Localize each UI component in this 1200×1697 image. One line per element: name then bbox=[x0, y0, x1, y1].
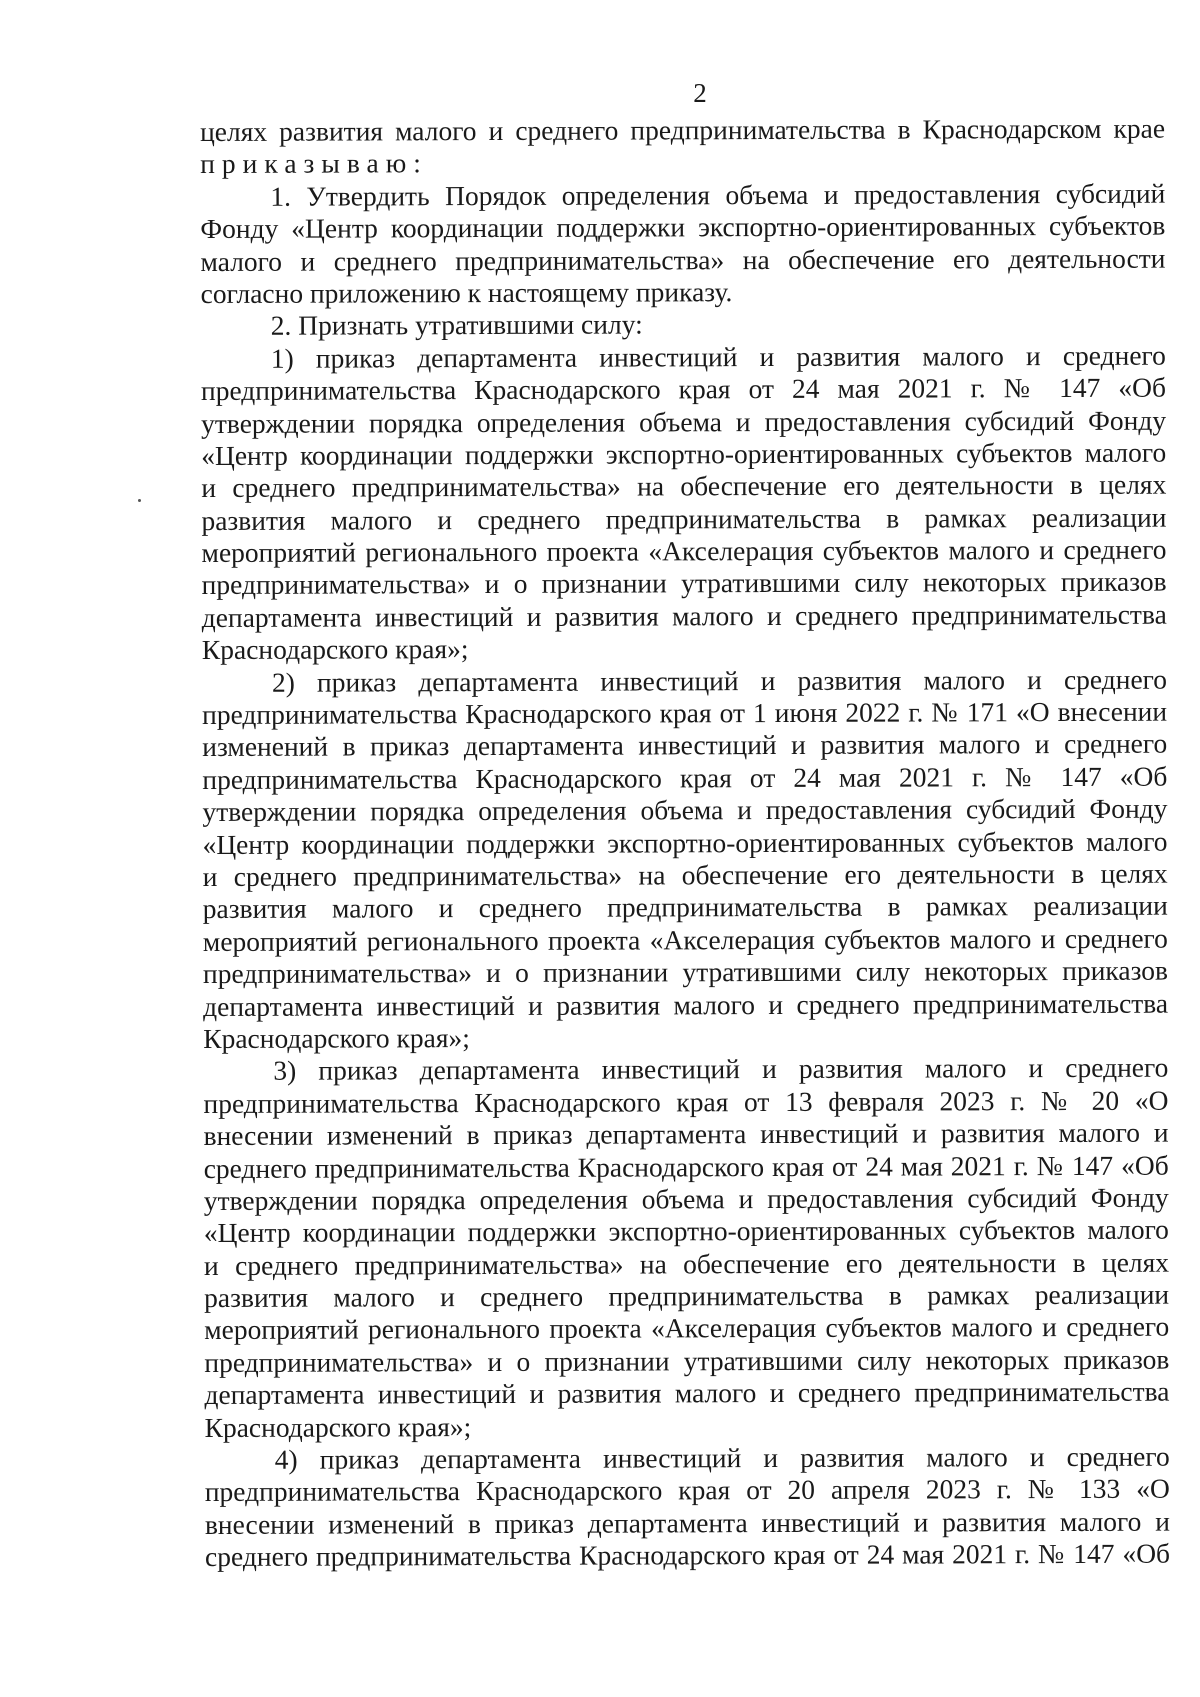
text-line: и среднего предпринимательства» на обеспечение его деятельности в целях bbox=[203, 1246, 1170, 1281]
text-line: мероприятий регионального проекта «Акселерация субъектов малого и среднего bbox=[202, 922, 1168, 957]
text-line: 1. Утвердить Порядок определения объема и предоставления субсидий bbox=[270, 177, 1166, 212]
page-number: 2 bbox=[693, 78, 707, 108]
text-line: внесении изменений в приказ департамента инвестиций и развития малого и bbox=[203, 1116, 1169, 1152]
text-line: 2. Признать утратившими силу: bbox=[270, 308, 643, 342]
text-line: развития малого и среднего предпринимательства в рамках реализации bbox=[204, 1278, 1170, 1314]
text-line: развития малого и среднего предпринимательства в рамках реализации bbox=[202, 890, 1168, 925]
text-line: департамента инвестиций и развития малого и среднего предпринимательства bbox=[203, 987, 1169, 1022]
text-line: департамента инвестиций и развития малого и среднего предпринимательства bbox=[204, 1375, 1170, 1411]
text-line: Краснодарского края»; bbox=[201, 633, 469, 666]
text-line: и среднего предпринимательства» на обеспечение его деятельности в целях bbox=[202, 857, 1168, 892]
text-line: 3) приказ департамента инвестиций и развития малого и среднего bbox=[273, 1051, 1169, 1087]
text-line: утверждении порядка определения объема и предоставления субсидий Фонду bbox=[203, 1181, 1169, 1216]
text-line: предпринимательства Краснодарского края от 24 мая 2021 г. № 147 «Об bbox=[200, 371, 1167, 407]
document-body bbox=[200, 113, 1170, 1574]
text-line: «Центр координации поддержки экспортно-ориентированных субъектов малого bbox=[203, 1213, 1169, 1249]
text-line: предпринимательства» и о признании утратившими силу некоторых приказов bbox=[204, 1343, 1170, 1378]
text-line: 2) приказ департамента инвестиций и развития малого и среднего bbox=[271, 663, 1168, 698]
text-line: целях развития малого и среднего предпринимательства в Краснодарском крае bbox=[200, 112, 1166, 147]
text-line: предпринимательства Краснодарского края от 13 февраля 2023 г. № 20 «О bbox=[203, 1084, 1169, 1119]
text-line: «Центр координации поддержки экспортно-ориентированных субъектов малого bbox=[202, 825, 1168, 860]
text-line: развития малого и среднего предпринимательства в рамках реализации bbox=[201, 501, 1167, 536]
text-line: изменений в приказ департамента инвестиций и развития малого и среднего bbox=[202, 728, 1168, 763]
text-line: мероприятий регионального проекта «Акселерация субъектов малого и среднего bbox=[201, 533, 1167, 569]
text-line: и среднего предпринимательства» на обеспечение его деятельности в целях bbox=[201, 468, 1167, 504]
text-line: предпринимательства» и о признании утратившими силу некоторых приказов bbox=[201, 566, 1167, 601]
text-line: Фонду «Центр координации поддержки экспортно-ориентированных субъектов bbox=[200, 209, 1166, 245]
text-line: малого и среднего предпринимательства» на обеспечение его деятельности bbox=[200, 242, 1166, 277]
text-line: 4) приказ департамента инвестиций и развития малого и среднего bbox=[274, 1440, 1170, 1475]
scan-speck bbox=[138, 499, 141, 502]
text-line: «Центр координации поддержки экспортно-ориентированных субъектов малого bbox=[201, 436, 1167, 471]
text-line: среднего предпринимательства Краснодарского края от 24 мая 2021 г. № 147 «Об bbox=[204, 1537, 1171, 1573]
text-line: предпринимательства Краснодарского края от 1 июня 2022 г. № 171 «О внесении bbox=[202, 695, 1168, 731]
text-line: предпринимательства Краснодарского края от 24 мая 2021 г. № 147 «Об bbox=[202, 760, 1168, 795]
text-line: 1) приказ департамента инвестиций и развития малого и среднего bbox=[270, 339, 1166, 374]
text-line: предпринимательства» и о признании утратившими силу некоторых приказов bbox=[202, 954, 1169, 990]
text-line: среднего предпринимательства Краснодарского края от 24 мая 2021 г. № 147 «Об bbox=[203, 1149, 1169, 1184]
text-line: Краснодарского края»; bbox=[203, 1022, 470, 1054]
text-line: внесении изменений в приказ департамента инвестиций и развития малого и bbox=[204, 1505, 1170, 1540]
text-line: приказываю: bbox=[200, 147, 428, 180]
text-line: согласно приложению к настоящему приказу. bbox=[200, 276, 733, 309]
text-line: утверждении порядка определения объема и предоставления субсидий Фонду bbox=[202, 792, 1168, 828]
text-line: утверждении порядка определения объема и предоставления субсидий Фонду bbox=[201, 404, 1167, 439]
text-line: Краснодарского края»; bbox=[204, 1410, 472, 1443]
text-line: департамента инвестиций и развития малого и среднего предпринимательства bbox=[201, 598, 1167, 633]
text-line: мероприятий регионального проекта «Акселерация субъектов малого и среднего bbox=[204, 1311, 1170, 1346]
text-line: предпринимательства Краснодарского края от 20 апреля 2023 г. № 133 «О bbox=[204, 1473, 1170, 1508]
